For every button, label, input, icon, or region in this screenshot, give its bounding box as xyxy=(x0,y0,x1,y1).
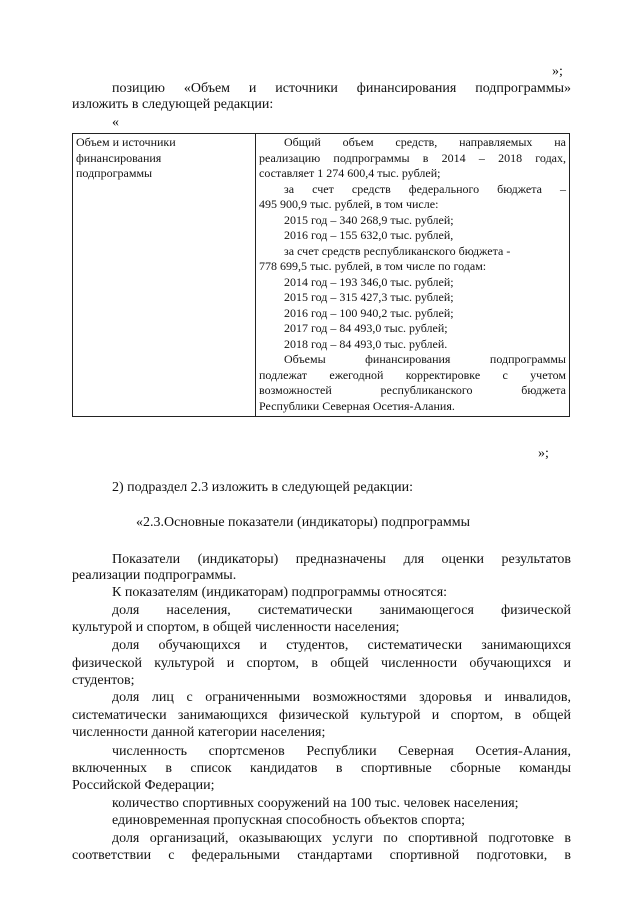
table-value-line: возможностей республиканского бюджета xyxy=(259,383,566,397)
section-item-2: 2) подраздел 2.3 изложить в следующей редакции: xyxy=(112,480,413,495)
table-value-line: за счет средств федерального бюджета – xyxy=(284,181,566,196)
table-label-cell xyxy=(73,134,256,417)
body-line: доля организаций, оказывающих услуги по спортивной подготовке в xyxy=(112,831,571,846)
body-line: численность спортсменов Республики Северная Осетия-Алания, xyxy=(112,744,571,759)
body-line: доля населения, систематически занимающегося физической xyxy=(112,603,571,618)
body-line: соответствии с федеральными стандартами спортивной подготовки, в xyxy=(72,848,571,863)
body-line: Российской Федерации; xyxy=(72,778,215,793)
table-value-line: Общий объем средств, направляемых на xyxy=(284,135,566,149)
table-label-line: Объем и источники xyxy=(76,135,176,149)
body-line: численности данной категории населения; xyxy=(72,725,326,740)
table-label-line: подпрограммы xyxy=(76,166,153,180)
closing-quote-top: »; xyxy=(552,64,563,79)
table-value-line: Объемы финансирования подпрограммы xyxy=(284,352,566,366)
section-heading: «2.3.Основные показатели (индикаторы) подпрограммы xyxy=(136,515,471,530)
closing-quote-bottom: »; xyxy=(538,446,549,461)
table-value-line: 2018 год – 84 493,0 тыс. рублей. xyxy=(284,336,448,351)
body-line: студентов; xyxy=(72,673,135,688)
table-value-cell xyxy=(256,134,570,417)
body-line: реализации подпрограммы. xyxy=(72,568,237,583)
body-line: культурой и спортом, в общей численности населения; xyxy=(72,620,400,635)
table-value-line: 2016 год – 100 940,2 тыс. рублей; xyxy=(284,305,454,320)
body-line: физической культурой и спортом, в общей численности обучающихся и xyxy=(72,656,571,671)
body-line: доля лиц с ограниченными возможностями здоровья и инвалидов, xyxy=(112,690,571,705)
body-line: единовременная пропускная способность объектов спорта; xyxy=(112,813,466,828)
table-value-line: подлежат ежегодной корректировке с учетом xyxy=(259,367,566,382)
table-value-line: 2016 год – 155 632,0 тыс. рублей, xyxy=(284,228,454,242)
body-line: количество спортивных сооружений на 100 тыс. человек населения; xyxy=(112,796,519,811)
opening-quote: « xyxy=(112,115,119,130)
table-label-line: финансирования xyxy=(76,150,162,165)
body-line: К показателям (индикаторам) подпрограммы относятся: xyxy=(112,585,448,600)
body-line: включенных в список кандидатов в спортивные сборные команды xyxy=(72,761,571,776)
table-value-line: 2015 год – 340 268,9 тыс. рублей; xyxy=(284,212,454,227)
table-value-line: составляет 1 274 600,4 тыс. рублей; xyxy=(259,166,441,180)
financing-table xyxy=(72,133,570,417)
body-line: систематически занимающихся физической культурой и спортом, в общей xyxy=(72,708,571,723)
body-line: доля обучающихся и студентов, систематически занимающихся xyxy=(112,638,571,653)
table-value-line: 778 699,5 тыс. рублей, в том числе по годам: xyxy=(259,259,487,273)
table-value-line: реализацию подпрограммы в 2014 – 2018 годах, xyxy=(259,150,566,165)
table-value-line: 2014 год – 193 346,0 тыс. рублей; xyxy=(284,274,454,289)
table-value-line: 495 900,9 тыс. рублей, в том числе: xyxy=(259,197,439,211)
table-value-line: 2017 год – 84 493,0 тыс. рублей; xyxy=(284,321,448,335)
intro-line-2: изложить в следующей редакции: xyxy=(72,97,274,112)
table-row xyxy=(73,134,570,417)
table-value-line: 2015 год – 315 427,3 тыс. рублей; xyxy=(284,290,454,304)
body-line: Показатели (индикаторы) предназначены для оценки результатов xyxy=(112,552,571,567)
intro-line-1: позицию «Объем и источники финансирования подпрограммы» xyxy=(112,81,571,96)
table-value-line: Республики Северная Осетия-Алания. xyxy=(259,398,455,413)
table-value-line: за счет средств республиканского бюджета - xyxy=(284,243,511,258)
